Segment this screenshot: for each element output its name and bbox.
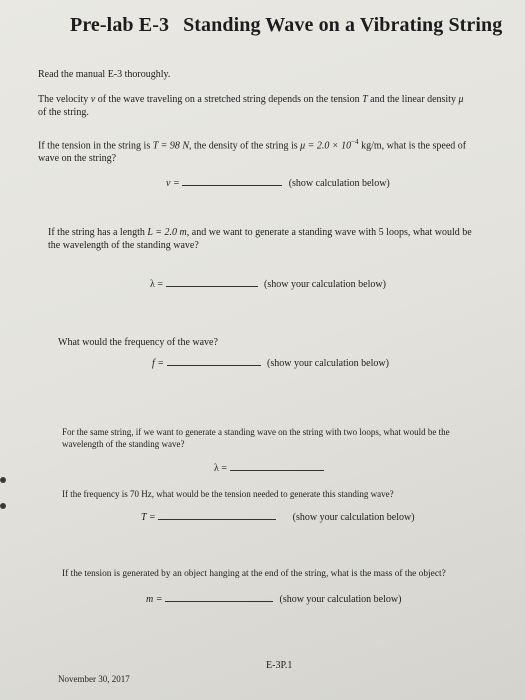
answer-line-wavelength-two: λ =	[214, 461, 324, 475]
lab-number: Pre-lab E-3	[70, 14, 170, 36]
answer-line-tension: T = (show your calculation below)	[141, 512, 415, 523]
question-wavelength-two-loops: For the same string, if we want to generate a standing wave on the string with two loops, what would be the wavelength of the standing wave?	[62, 427, 450, 449]
binder-hole-mark	[0, 477, 6, 483]
question-tension: If the frequency is 70 Hz, what would be the tension needed to generate this standing wave?	[62, 489, 394, 499]
question-wave-speed: If the tension in the string is T = 98 N, the density of the string is $\mu = 2.0 \times 10^{-4}$ kg/m, what is the speed of wave on the string?	[38, 138, 467, 165]
answer-line-mass: m = (show your calculation below)	[146, 594, 402, 605]
answer-blank-speed[interactable]	[182, 176, 282, 186]
question-wavelength-five-loops: If the string has a length L = 2.0 m, and we want to generate a standing wave with 5 loops, what would be the wavelength of the standing wave?	[48, 227, 472, 251]
footer-date: November 30, 2017	[58, 674, 130, 684]
answer-blank-wavelength[interactable]	[166, 277, 258, 287]
answer-line-frequency: f = (show your calculation below)	[152, 358, 389, 369]
answer-line-speed: v = (show calculation below)	[166, 178, 390, 189]
answer-blank-frequency[interactable]	[167, 356, 261, 366]
lab-name: Standing Wave on a Vibrating String	[183, 14, 503, 36]
page-title	[70, 14, 502, 37]
answer-blank-tension[interactable]	[158, 510, 276, 520]
answer-blank-mass[interactable]	[165, 592, 273, 602]
question-mass: If the tension is generated by an object hanging at the end of the string, what is the mass of the object?	[62, 569, 446, 579]
question-frequency: What would the frequency of the wave?	[58, 337, 218, 348]
intro-text: Read the manual E-3 thoroughly.	[38, 69, 171, 80]
binder-hole-mark	[0, 503, 6, 509]
page-number: E-3P.1	[266, 660, 293, 671]
answer-blank-wavelength-two[interactable]	[230, 461, 324, 471]
answer-line-wavelength: λ = (show your calculation below)	[150, 279, 386, 290]
question-velocity-intro: The velocity v of the wave traveling on a stretched string depends on the tension T and the linear density μ of the string.	[38, 94, 464, 118]
